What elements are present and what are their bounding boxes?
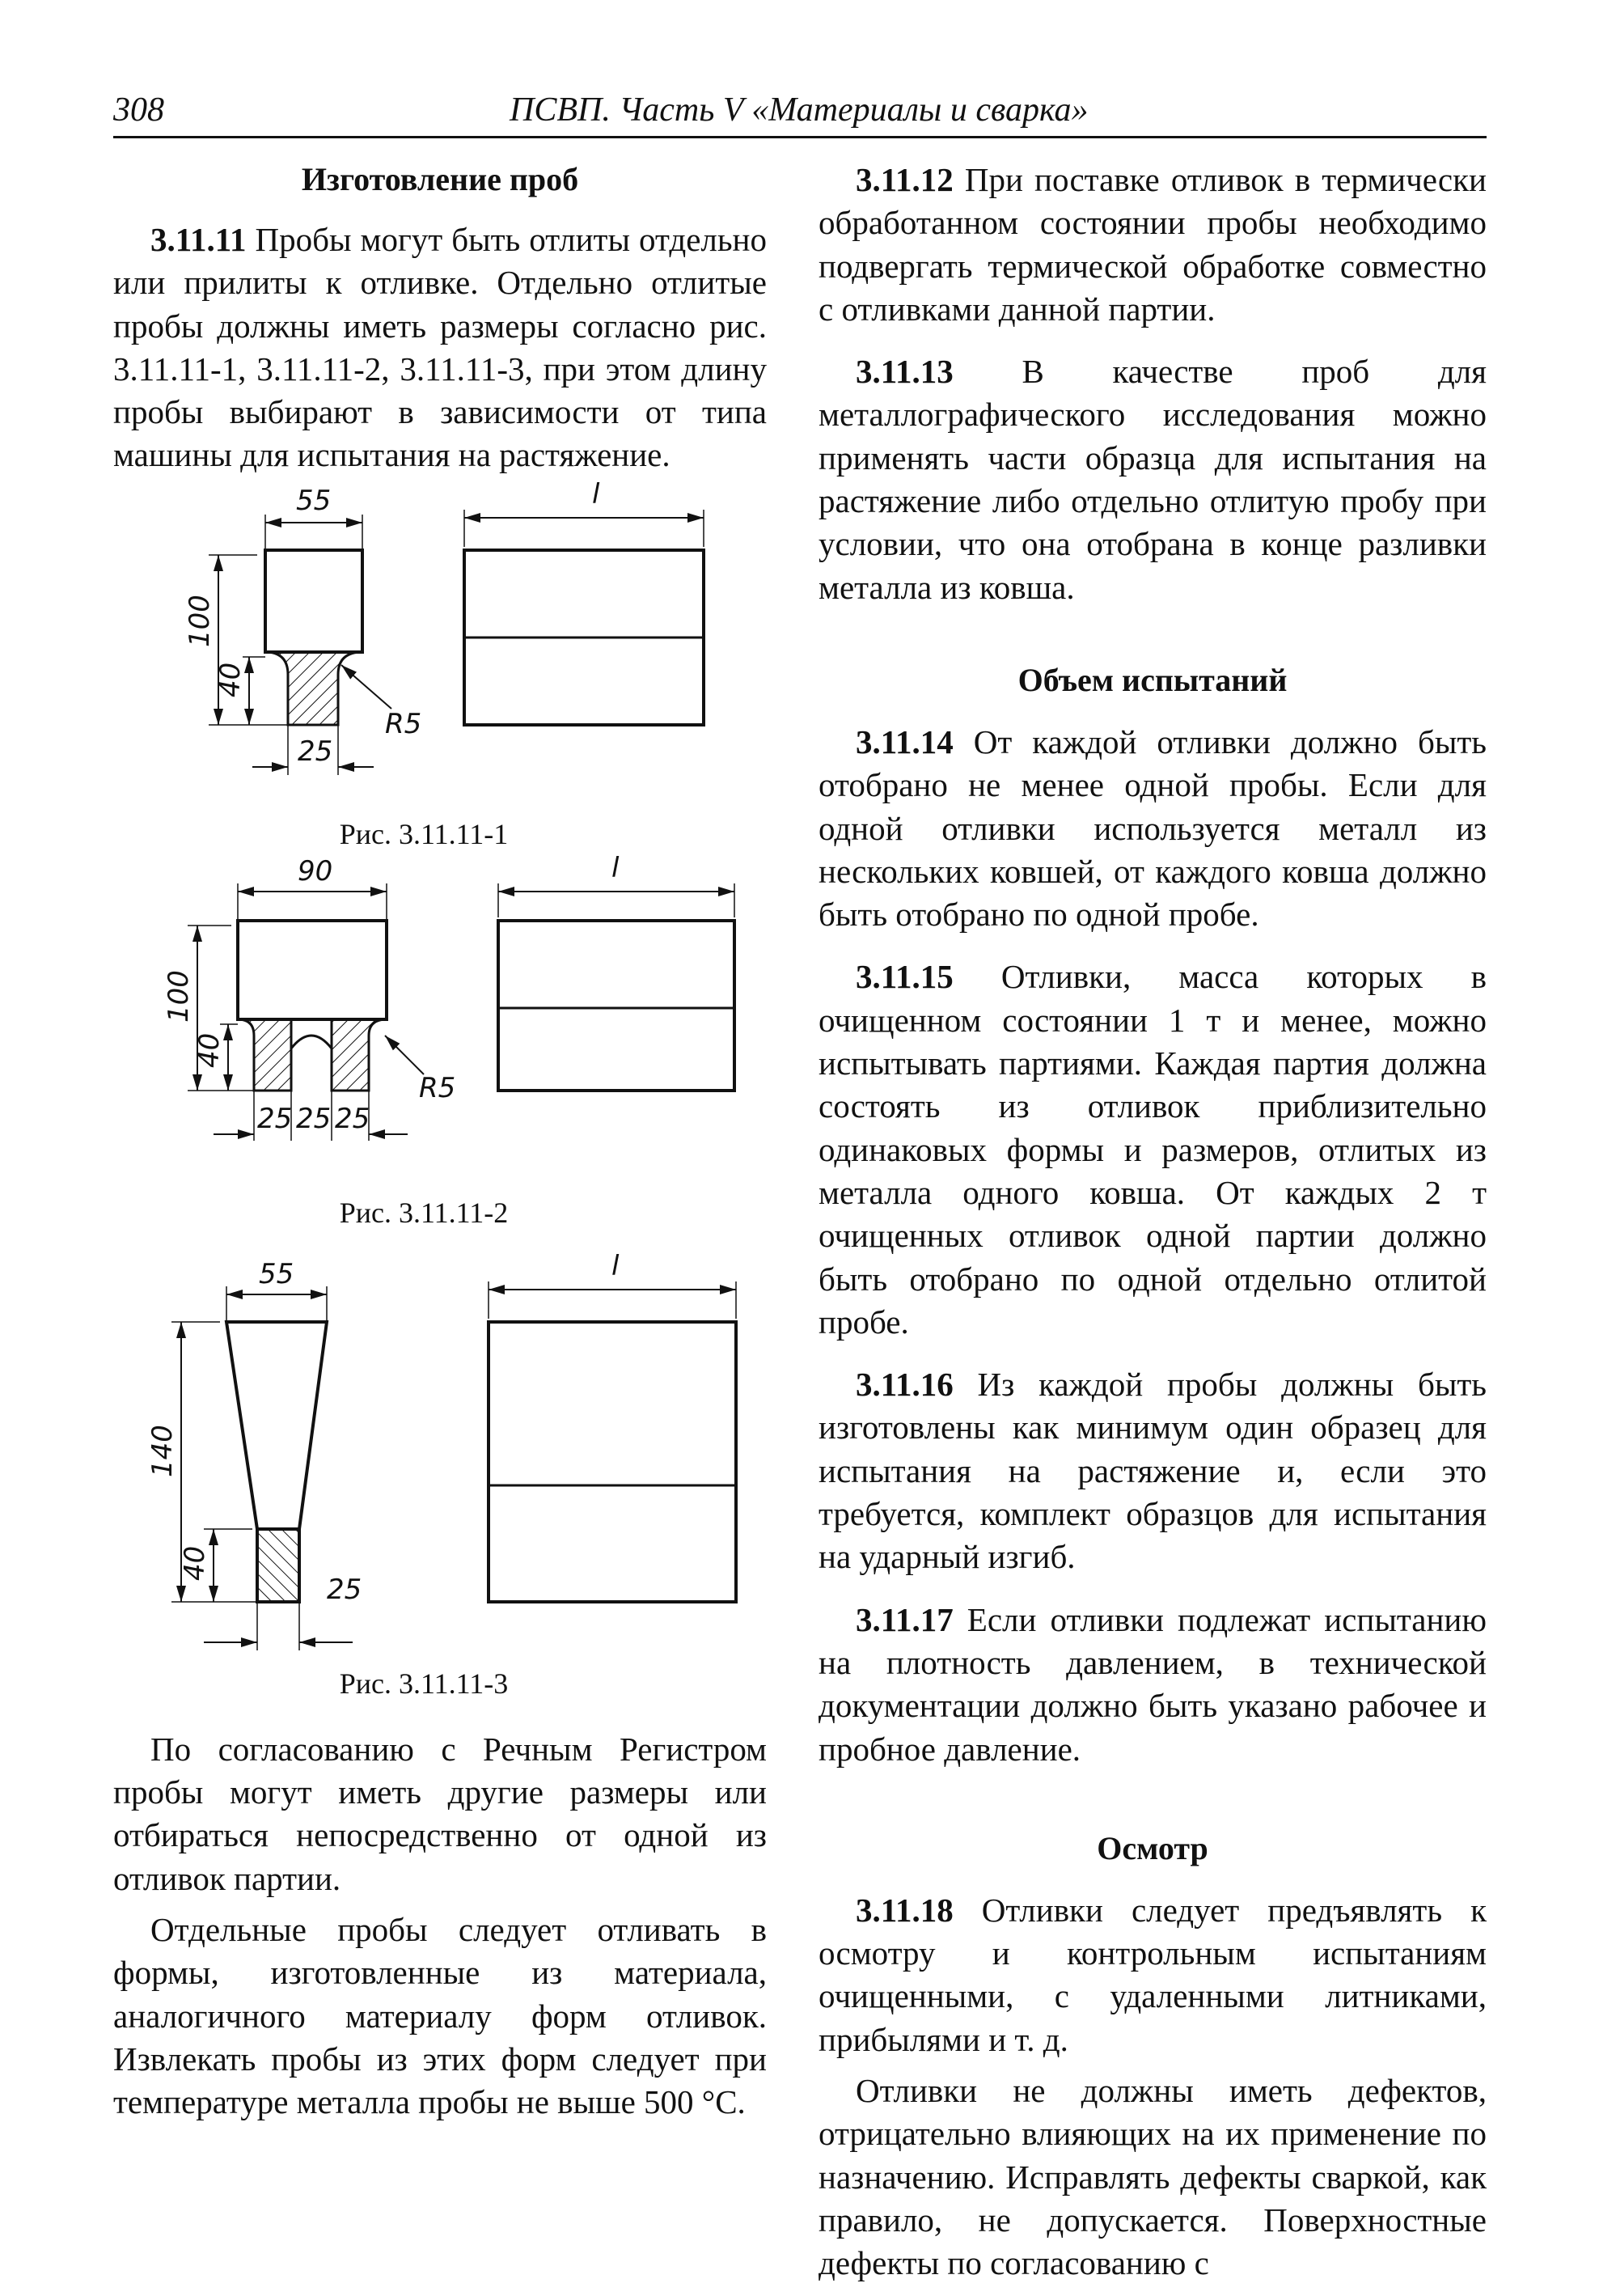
- dim-length: l: [611, 1249, 620, 1282]
- clause-text: Из каждой пробы должны быть изготовлены как минимум один образец для испытания на растяжение и, если это требуется, комплект образцов для испытания на ударный изгиб.: [819, 1366, 1487, 1576]
- dim-height: 140: [146, 1424, 179, 1477]
- clause-text: Отливки, масса которых в очищенном состоянии 1 т и менее, можно испытывать партиями. Каждая партия должна состоять из отливок приблизительно одинаковых формы и размеров, отлитых из металла одного ковша. От каждых 2 т очищенных отливок одной партии должно быть отобрано по одной отдельно отлитой пробе.: [819, 958, 1487, 1341]
- right-column: [819, 159, 1487, 2285]
- running-title: ПСВП. Часть V «Материалы и сварка»: [510, 91, 1089, 129]
- dim-width: 55: [259, 1257, 294, 1290]
- paragraph-separate-samples: Отдельные пробы следует отливать в формы, изготовленные из материала, аналогичного материалу форм отливок. Извлекать пробы из этих форм следует при температуре металла пробы не выше 500 °С.: [113, 1910, 767, 2121]
- dim-radius: R5: [385, 707, 422, 740]
- clause-number: 3.11.11: [150, 221, 247, 258]
- figure-3-11-11-2: [113, 856, 767, 1230]
- clause-number: 3.11.12: [856, 161, 954, 198]
- clause-number: 3.11.17: [856, 1600, 954, 1638]
- dim-base-c: 25: [335, 1102, 370, 1135]
- figure-3-11-11-3: [113, 1238, 767, 1701]
- dim-base: 25: [298, 735, 333, 768]
- clause-number: 3.11.14: [856, 722, 954, 760]
- dim-radius: R5: [419, 1071, 456, 1104]
- paragraph-registry: По согласованию с Речным Регистром пробы могут иметь другие размеры или отбираться непосредственно от одной из отливок партии.: [113, 1730, 767, 1897]
- dim-width: 90: [298, 855, 333, 887]
- section-heading-inspection: Осмотр: [1097, 1829, 1208, 1866]
- paragraph-3-11-15: [819, 955, 1487, 1344]
- clause-number: 3.11.18: [856, 1891, 954, 1929]
- dim-base-b: 25: [296, 1102, 332, 1135]
- clause-text: При поставке отливок в термически обработанном состоянии пробы необходимо подвергать термической обработке совместно с отливками данной партии.: [819, 161, 1487, 328]
- left-column: [113, 159, 767, 2124]
- dim-length: l: [592, 477, 600, 510]
- figure-caption: Рис. 3.11.11-3: [339, 1667, 509, 1700]
- clause-text: Пробы могут быть отлиты отдельно или прилиты к отливке. Отдельно отлитые пробы должны иметь размеры согласно рис. 3.11.11-1, 3.11.11-2, 3.11.11-3, при этом длину пробы выбирают в зависимости от типа машины для испытания на растяжение.: [113, 221, 767, 474]
- section-heading-samples: Изготовление проб: [301, 161, 579, 197]
- clause-text: Отливки следует предъявлять к осмотру и контрольным испытаниям очищенными, с удаленными литниками, прибылями и т. д.: [819, 1891, 1487, 2058]
- dim-neck: 40: [179, 1545, 211, 1581]
- paragraph-3-11-18: [819, 1889, 1487, 2061]
- clause-number: 3.11.13: [856, 353, 954, 391]
- figure-3-11-11-1: [113, 477, 767, 851]
- figure-caption: Рис. 3.11.11-1: [339, 817, 509, 850]
- paragraph-3-11-13: [819, 350, 1487, 609]
- dim-neck: 40: [214, 662, 247, 697]
- clause-number: 3.11.15: [856, 958, 954, 996]
- figure-2-drawing: [113, 856, 767, 1196]
- paragraph-3-11-11: [113, 218, 767, 477]
- dim-height: 100: [184, 594, 216, 647]
- dim-base-a: 25: [257, 1102, 293, 1135]
- figure-3-drawing: [113, 1238, 767, 1667]
- paragraph-defects: Отливки не должны иметь дефектов, отрицательно влияющих на их применение по назначению. Исправлять дефекты сваркой, как правило, не допускается. Поверхностные дефекты по согласованию с: [819, 2071, 1487, 2282]
- clause-text: От каждой отливки должно быть отобрано не менее одной пробы. Если для одной отливки используется металл из нескольких ковшей, от каждого ковша должно быть отобрано по одной пробе.: [819, 722, 1487, 934]
- section-heading-scope: Объем испытаний: [1017, 661, 1288, 698]
- clause-text: В качестве проб для металлографического исследования можно применять части образца для испытания на растяжение либо отдельно отлитую пробу при условии, что она отобрана в конце разливки металла из ковша.: [819, 353, 1487, 606]
- figure-caption: Рис. 3.11.11-2: [339, 1196, 509, 1229]
- dim-width: 55: [296, 484, 332, 517]
- dim-height: 100: [163, 969, 195, 1023]
- clause-text: Если отливки подлежат испытанию на плотность давлением, в технической документации должно быть указано рабочее и пробное давление.: [819, 1600, 1487, 1768]
- paragraph-3-11-16: [819, 1363, 1487, 1578]
- page-number: 308: [113, 91, 164, 129]
- dim-length: l: [611, 855, 620, 884]
- dim-base: 25: [327, 1573, 362, 1606]
- paragraph-3-11-12: [819, 159, 1487, 331]
- paragraph-3-11-14: [819, 721, 1487, 936]
- figure-1-drawing: [113, 477, 767, 817]
- dim-neck: 40: [193, 1032, 226, 1068]
- page-header: [113, 91, 1487, 138]
- paragraph-3-11-17: [819, 1599, 1487, 1771]
- clause-number: 3.11.16: [856, 1366, 954, 1404]
